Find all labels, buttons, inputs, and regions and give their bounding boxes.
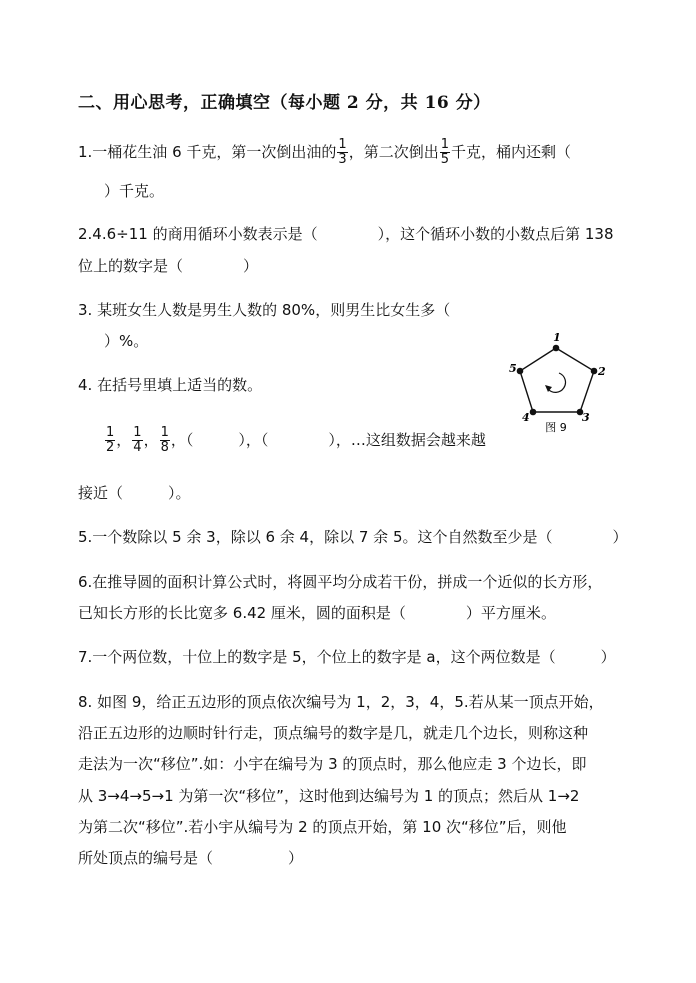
q1-fraction-2-denominator: 5 [440, 152, 449, 167]
q4-fraction-1-denominator: 2 [106, 440, 115, 455]
vertex-label-4: 4 [522, 411, 530, 424]
q1-fraction-1 [337, 138, 347, 167]
q1-text-a: 1.一桶花生油 6 千克，第一次倒出油的 [78, 143, 337, 161]
vertex-label-1: 1 [553, 331, 561, 344]
q4-fraction-3-denominator: 8 [160, 440, 169, 455]
vertex-5-dot [517, 368, 524, 375]
vertex-label-5: 5 [509, 362, 517, 375]
vertex-4-dot [530, 409, 537, 416]
question-4-line-3: 接近（ ）。 [78, 484, 191, 502]
q4-text-tail: ，（ ），（ ），…这组数据会越来越 [170, 431, 486, 449]
q4-fraction-2 [132, 426, 142, 455]
pentagon-outline [520, 348, 594, 412]
pentagon-diagram [498, 330, 614, 436]
q4-fraction-3 [160, 426, 170, 455]
vertex-2-dot [591, 368, 598, 375]
clockwise-arrow-icon [548, 373, 565, 392]
question-1-line-1 [78, 138, 571, 167]
question-6-line-1: 6.在推导圆的面积计算公式时，将圆平均分成若干份，拼成一个近似的长方形， [78, 573, 603, 591]
q1-fraction-2 [440, 138, 450, 167]
question-8-line-3: 走法为一次“移位”.如：小宇在编号为 3 的顶点时，那么他应走 3 个边长，即 [78, 755, 587, 773]
question-8-line-6: 所处顶点的编号是（ ） [78, 849, 304, 867]
q4-fraction-1 [105, 426, 115, 455]
question-8-line-5: 为第二次“移位”.若小宇从编号为 2 的顶点开始，第 10 次“移位”后，则他 [78, 818, 567, 836]
question-4-line-2 [104, 426, 486, 455]
q1-fraction-2-numerator: 1 [440, 137, 449, 152]
question-5-line-1: 5.一个数除以 5 余 3，除以 6 余 4，除以 7 余 5。这个自然数至少是（ ） [78, 528, 628, 546]
q1-text-b: ，第二次倒出 [348, 143, 439, 161]
q1-fraction-1-denominator: 3 [338, 152, 347, 167]
q1-fraction-1-numerator: 1 [338, 137, 347, 152]
section-title: 二、用心思考，正确填空（每小题 2 分，共 16 分） [78, 93, 491, 113]
q4-fraction-2-denominator: 4 [133, 440, 142, 455]
question-8-line-1: 8. 如图 9，给正五边形的顶点依次编号为 1，2，3，4，5.若从某一顶点开始， [78, 693, 604, 711]
figure-caption: 图 9 [545, 421, 567, 434]
question-8-line-4: 从 3→4→5→1 为第一次“移位”，这时他到达编号为 1 的顶点；然后从 1→2 [78, 787, 580, 805]
question-7-line-1: 7.一个两位数，十位上的数字是 5，个位上的数字是 a，这个两位数是（ ） [78, 648, 616, 666]
question-3-line-2: ）%。 [104, 332, 149, 350]
question-1-line-2: ）千克。 [104, 182, 165, 200]
q1-text-c: 千克，桶内还剩（ [450, 143, 571, 161]
q4-separator: ， [116, 431, 132, 449]
q4-fraction-2-numerator: 1 [133, 425, 142, 440]
q4-fraction-3-numerator: 1 [160, 425, 169, 440]
question-4-line-1: 4. 在括号里填上适当的数。 [78, 376, 263, 394]
question-8-line-2: 沿正五边形的边顺时针行走，顶点编号的数字是几，就走几个边长，则称这种 [78, 724, 589, 742]
q4-fraction-1-numerator: 1 [106, 425, 115, 440]
vertex-label-3: 3 [582, 411, 590, 424]
question-2-line-1: 2.4.6÷11 的商用循环小数表示是（ ），这个循环小数的小数点后第 138 [78, 225, 614, 243]
question-3-line-1: 3. 某班女生人数是男生人数的 80%，则男生比女生多（ [78, 301, 451, 319]
vertex-1-dot [553, 345, 560, 352]
question-2-line-2: 位上的数字是（ ） [78, 257, 259, 275]
q4-separator: ， [143, 431, 159, 449]
vertex-label-2: 2 [598, 365, 606, 378]
question-6-line-2: 已知长方形的长比宽多 6.42 厘米，圆的面积是（ ）平方厘米。 [78, 604, 556, 622]
figure-9-pentagon [498, 330, 614, 436]
